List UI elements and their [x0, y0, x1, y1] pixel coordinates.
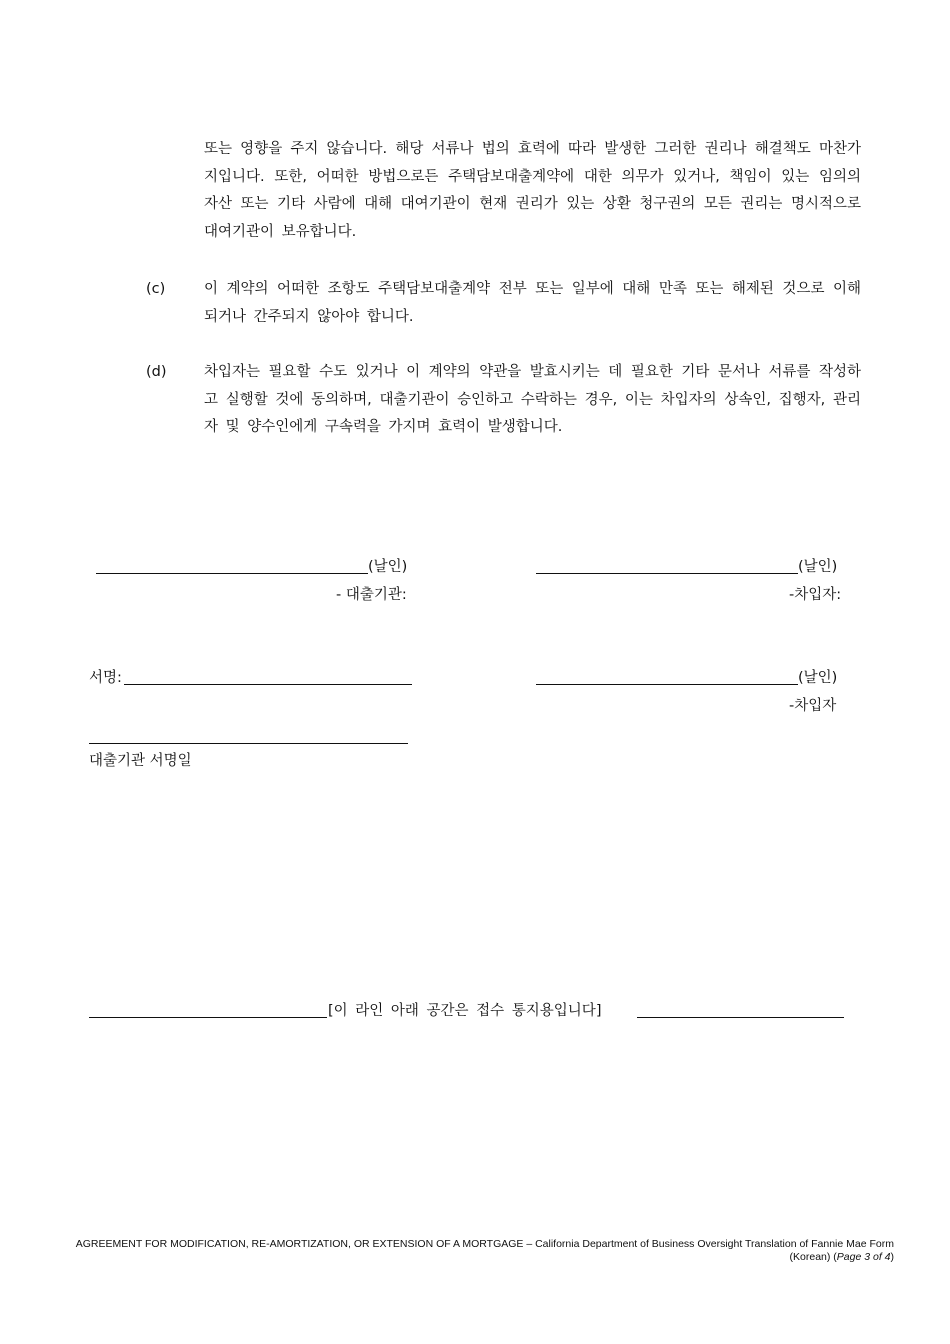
- borrower-label-2: -차입자: [789, 698, 837, 714]
- clause-d-label: (d): [146, 364, 167, 380]
- clause-d-text: 차입자는 필요할 수도 있거나 이 계약의 약관을 발효시키는 데 필요한 기타 문서나 서류를 작성하고 실행할 것에 동의하며, 대출기관이 승인하고 수락하는 경우, 이는 차입자의 상속인, 집행자, 관리자 및 양수인에게 구속력을 가지며 효력이 발생합니다.: [204, 364, 861, 435]
- borrower-seal-text-1: (날인): [798, 559, 838, 575]
- borrower-signature-line-2: [536, 684, 798, 685]
- clause-c-label: (c): [146, 281, 166, 297]
- recording-notice: [이 라인 아래 공간은 접수 통지용입니다]: [328, 1003, 602, 1019]
- recording-line-right: [637, 1017, 844, 1018]
- continuation-paragraph: 또는 영향을 주지 않습니다. 해당 서류나 법의 효력에 따라 발생한 그러한 권리나 해결책도 마찬가지입니다. 또한, 어떠한 방법으로든 주택담보대출계약에 대한 의무가 있거나, 책임이 있는 임의의 자산 또는 기타 사람에 대해 대여기관이 현재 권리가 있는 상환 청구권의 모든 권리는 명시적으로 대여기관이 보유합니다.: [204, 141, 861, 240]
- footer-close: ): [890, 1251, 894, 1263]
- footer-page-info: [790, 1251, 894, 1264]
- footer-page-number: Page 3 of 4: [836, 1251, 891, 1263]
- lender-date-label: 대출기관 서명일: [89, 753, 192, 769]
- lender-signature-line: [96, 573, 368, 574]
- signed-by-line: [124, 684, 412, 685]
- signed-by-label: 서명:: [89, 670, 122, 686]
- clause-c-text: 이 계약의 어떠한 조항도 주택담보대출계약 전부 또는 일부에 대해 만족 또는 해제된 것으로 이해되거나 간주되지 않아야 합니다.: [204, 281, 861, 325]
- recording-line-left: [89, 1017, 327, 1018]
- borrower-signature-line-1: [536, 573, 798, 574]
- footer-lang: (Korean) (: [789, 1251, 837, 1263]
- borrower-seal-text-2: (날인): [798, 670, 838, 686]
- footer-title: AGREEMENT FOR MODIFICATION, RE-AMORTIZATION, OR EXTENSION OF A MORTGAGE – California Department of Business Oversight Translation of Fannie Mae Form: [75, 1238, 894, 1250]
- borrower-label-1: -차입자:: [789, 587, 842, 603]
- lender-seal-text: (날인): [368, 559, 408, 575]
- lender-date-line: [89, 743, 408, 744]
- lender-label: - 대출기관:: [336, 587, 407, 603]
